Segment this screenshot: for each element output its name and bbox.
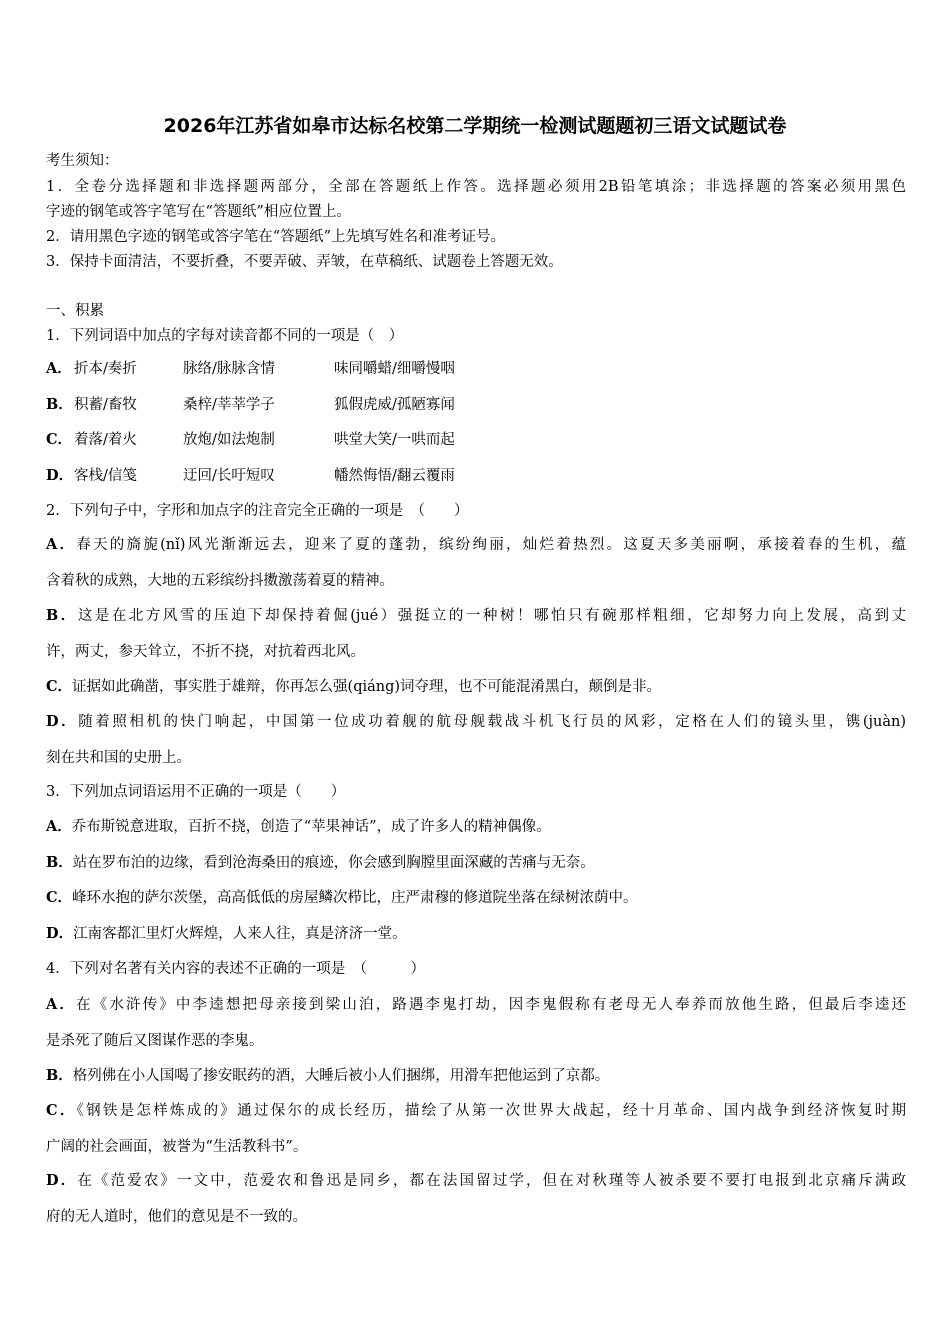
q2-option-b: B．这是在北方风雪的压迫下却保持着倔(jué）强挺立的一种树！哪怕只有碗那样粗细，它却努力向上发展，高到丈 bbox=[46, 607, 906, 624]
q1-option-b bbox=[46, 395, 455, 415]
option-col-2: 放炮/如法炮制 bbox=[183, 432, 275, 448]
exam-title: 2026年江苏省如皋市达标名校第二学期统一检测试题题初三语文试题试卷 bbox=[163, 115, 787, 137]
option-col-2: 脉络/脉脉含情 bbox=[183, 361, 275, 377]
q2-option-d: D．随着照相机的快门响起，中国第一位成功着舰的航母舰载战斗机飞行员的风彩，定格在人们的镜头里，镌(juàn) bbox=[46, 713, 906, 730]
q2-option-d-cont: 刻在共和国的史册上。 bbox=[46, 750, 191, 766]
option-label: D． bbox=[46, 713, 79, 730]
q1-option-d bbox=[46, 466, 455, 486]
option-col-1: 客栈/信笺 bbox=[74, 468, 137, 484]
q1-option-c bbox=[46, 430, 455, 450]
q2-stem: 2．下列句子中，字形和加点字的注音完全正确的一项是 （ ） bbox=[46, 503, 469, 519]
q3-option-b: B．站在罗布泊的边缘，看到沧海桑田的痕迹，你会感到胸膛里面深藏的苦痛与无奈。 bbox=[46, 854, 595, 871]
option-col-1: 折本/奏折 bbox=[74, 361, 137, 377]
option-label: B． bbox=[46, 607, 78, 624]
q4-option-c: C．《钢铁是怎样炼成的》通过保尔的成长经历，描绘了从第一次世界大战起，经十月革命、国内战争到经济恢复时期 bbox=[46, 1102, 907, 1119]
q4-option-b: B．格列佛在小人国喝了掺安眠药的酒，大睡后被小人们捆绑，用滑车把他运到了京都。 bbox=[46, 1067, 610, 1084]
option-label: A． bbox=[46, 360, 72, 377]
option-label: B． bbox=[46, 854, 73, 871]
option-col-3: 狐假虎威/孤陋寡闻 bbox=[334, 397, 455, 413]
option-label: C． bbox=[46, 678, 73, 695]
q2-option-c: C．证据如此确凿，事实胜于雄辩，你再怎么强(qiáng)词夺理，也不可能混淆黑白，颠倒是非。 bbox=[46, 678, 662, 695]
notice-item-1: 1．全卷分选择题和非选择题两部分，全部在答题纸上作答。选择题必须用2B铅笔填涂；非选择题的答案必须用黑色 bbox=[46, 179, 906, 195]
q4-option-d: D．在《范爱农》一文中，范爱农和鲁迅是同乡，都在法国留过学，但在对秋瑾等人被杀要不要打电报到北京痛斥满政 bbox=[46, 1172, 906, 1189]
option-label: C． bbox=[46, 1102, 77, 1119]
option-col-3: 幡然悔悟/翻云覆雨 bbox=[334, 468, 455, 484]
option-label: A． bbox=[46, 818, 72, 835]
q1-option-a bbox=[46, 359, 455, 379]
q3-option-d: D．江南客都汇里灯火辉煌，人来人往，真是济济一堂。 bbox=[46, 925, 407, 942]
option-label: D． bbox=[46, 1172, 78, 1189]
option-label: B． bbox=[46, 396, 73, 413]
option-label: A． bbox=[46, 996, 77, 1013]
q4-option-c-cont: 广阔的社会画面，被誉为“生活教科书”。 bbox=[46, 1139, 308, 1155]
option-label: D． bbox=[46, 467, 74, 484]
option-col-2: 迂回/长吁短叹 bbox=[183, 468, 275, 484]
option-col-1: 积蓄/畜牧 bbox=[74, 397, 137, 413]
option-col-3: 味同嚼蜡/细嚼慢咽 bbox=[334, 361, 455, 377]
q2-option-a-cont: 含着秋的成熟，大地的五彩缤纷抖擞激荡着夏的精神。 bbox=[46, 573, 394, 589]
notice-item-3: 3．保持卡面清洁，不要折叠，不要弄破、弄皱，在草稿纸、试题卷上答题无效。 bbox=[46, 254, 563, 270]
q1-stem: 1．下列词语中加点的字每对读音都不同的一项是（ ） bbox=[46, 328, 404, 344]
option-col-1: 着落/着火 bbox=[74, 432, 137, 448]
option-col-3: 哄堂大笑/一哄而起 bbox=[334, 432, 455, 448]
option-col-2: 桑梓/莘莘学子 bbox=[183, 397, 275, 413]
q4-option-d-cont: 府的无人道时，他们的意见是不一致的。 bbox=[46, 1209, 307, 1225]
q3-stem: 3．下列加点词语运用不正确的一项是（ ） bbox=[46, 784, 346, 800]
q2-option-a: A．春天的旖旎(nǐ)风光渐渐远去，迎来了夏的蓬勃，缤纷绚丽，灿烂着热烈。这夏天多美丽啊，承接着春的生机，蕴 bbox=[46, 536, 906, 553]
option-label: B． bbox=[46, 1067, 73, 1084]
option-label: C． bbox=[46, 889, 73, 906]
notice-item-1-cont: 字迹的钢笔或答字笔写在“答题纸”相应位置上。 bbox=[46, 204, 351, 220]
q4-stem: 4．下列对名著有关内容的表述不正确的一项是 （ ） bbox=[46, 961, 425, 977]
q4-option-a-cont: 是杀死了随后又图谋作恶的李鬼。 bbox=[46, 1033, 264, 1049]
option-label: D． bbox=[46, 925, 74, 942]
notice-heading: 考生须知： bbox=[46, 153, 119, 169]
notice-item-2: 2．请用黑色字迹的钢笔或答字笔在“答题纸”上先填写姓名和准考证号。 bbox=[46, 229, 506, 245]
section-heading: 一、积累 bbox=[46, 303, 104, 319]
option-label: C． bbox=[46, 431, 73, 448]
q3-option-c: C．峰环水抱的萨尔茨堡，高高低低的房屋鳞次栉比，庄严肃穆的修道院坐落在绿树浓荫中。 bbox=[46, 889, 638, 906]
q2-option-b-cont: 许，两丈，参天耸立，不折不挠，对抗着西北风。 bbox=[46, 644, 365, 660]
option-label: A． bbox=[46, 536, 77, 553]
q4-option-a: A．在《水浒传》中李逵想把母亲接到梁山泊，路遇李鬼打劫，因李鬼假称有老母无人奉养而放他生路，但最后李逵还 bbox=[46, 996, 906, 1013]
q3-option-a: A．乔布斯锐意进取，百折不挠，创造了“苹果神话”，成了许多人的精神偶像。 bbox=[46, 818, 551, 835]
